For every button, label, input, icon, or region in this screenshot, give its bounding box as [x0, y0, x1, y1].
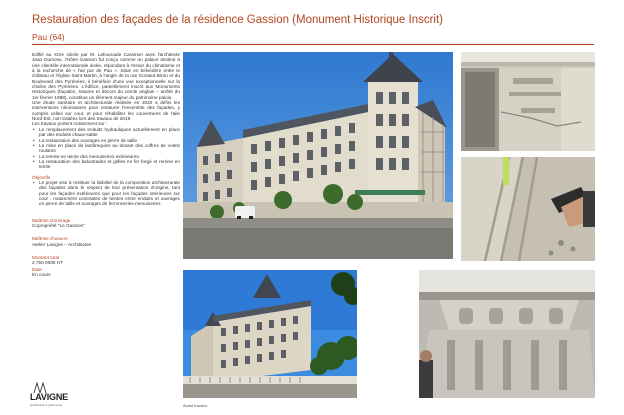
architect-heading: Maîtrise d'oeuvre	[32, 236, 68, 242]
list-item: • Le projet vise à restituer la lisibilité de la composition architecturale des façades dans le respect de leur présentation d'origine, tant pour les façades extérieures que pour les façades intérieures sur cour : notamment contrastes de teintes entre enduits et ouvrages en pierre de taille et ouvrages de ferronneries-menuiseries	[39, 180, 180, 207]
client-value: Copropriété "Le Gassion"	[32, 222, 85, 228]
intro-paragraph: Edifié au XIXe siècle par M. Lafourcade Caramon avec l'architecte Jean Dumosu, l'Hôtel Gassion fut conçu comme un palace destiné à une clientèle internationale aisée, répondant à l'essor du climatisme et à la recherche de « l'air pur de Pau ». Situé en belvédère entre le château et l'église Saint-Martin, à l'angle de la rue Gontaut-Biron et du Boulevard des Pyrénées, il bénéficie d'une vue exceptionnelle sur la chaîne des Pyrénées. L'édifice, partiellement inscrit aux Monuments Historiques (façades, toitures et décors du cercle anglais – arrêté du 1er février 1988), constitue un élément majeur du patrimoine palois.	[32, 52, 180, 100]
date-value: En cours	[32, 272, 51, 278]
list-item: • La remise en teinte des menuiseries extérieures	[39, 154, 180, 159]
architect-value: Atelier Lavigne – Architectes	[32, 241, 92, 247]
main-building-photo	[183, 52, 453, 259]
list-item: • La restauration des balustrades et grilles en fer forgé et remise en teinte	[39, 159, 180, 170]
render-detail-photo	[461, 52, 595, 151]
cornice-detail-photo	[461, 157, 595, 261]
page-title: Restauration des façades de la résidence Gassion (Monument Historique Inscrit)	[32, 14, 444, 26]
works-intro: Les travaux portent notamment sur :	[32, 121, 108, 127]
list-item: • La mise en place de lambrequins au devant des coffres de volets roulants	[39, 143, 180, 154]
list-item: • La restauration des ouvrages en pierre de taille	[39, 138, 180, 143]
logo-tagline: architectes & patrimoine	[30, 403, 63, 407]
list-item: • Le remplacement des enduits hydrauliques actuellement en place par des enduits chaux-sable	[39, 127, 180, 138]
amount-value: 2 750 000€ HT	[32, 260, 64, 266]
date-heading: Date	[32, 266, 42, 272]
description-column	[32, 52, 180, 278]
amount-heading: Montant total	[32, 255, 60, 260]
balustrade-detail-photo	[419, 270, 595, 398]
study-paragraph: Une étude sanitaire et architecturale réalisée en 2020 a défini les interventions nécessaires pour restaurer l'ensemble des façades, y compris celles sur cour, et pour réhabiliter les couvertures de l'aile Nord-Est, non traitées lors des travaux de 2019.	[32, 100, 180, 122]
photo-caption: Avant travaux	[183, 403, 208, 408]
client-heading: Maîtrise d'ouvrage	[32, 217, 71, 223]
objectives-list	[32, 180, 180, 207]
street-view-photo	[183, 270, 357, 398]
page-subtitle: Pau (64)	[32, 32, 65, 42]
logo-wordmark: LAVIGNE	[30, 392, 68, 402]
lavigne-logo	[30, 382, 90, 412]
works-list	[32, 127, 180, 170]
objectives-heading: Objectifs	[32, 174, 51, 180]
title-divider	[32, 44, 594, 45]
